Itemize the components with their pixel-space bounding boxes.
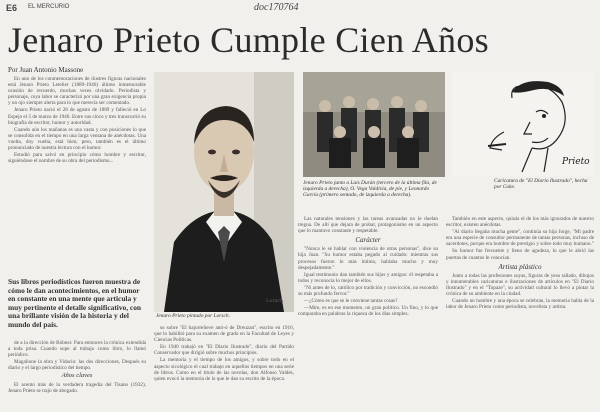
group-photo-illustration xyxy=(303,72,445,177)
section-label: E6 xyxy=(6,3,18,13)
subhead-artista-plastico: Artista plástico xyxy=(498,262,542,271)
paragraph: "Nunca le sé hablar con violencia de otras personas", dice su hija Juan. "Su humor estaba pegado al cuidado: mientras sus procesos fueron lo más íntimo, hablaba mucho y muy despejadamente." xyxy=(298,246,438,271)
paragraph: En 1940 trabajó en "El Diario Ilustrado", diario del Partido Conservador que dirigió sobre muchos principios. xyxy=(154,344,294,357)
paragraph: Estudió para salvó en principio cómo hombre y escritor, siguiéndose el nombre de su obra del periodismo... xyxy=(8,152,146,165)
portrait-photo xyxy=(154,72,294,312)
paragraph: La memoria y el tiempo de los amigos, y sobre todo en el aspecto sicológico el cual trabajo en aquellos tiempos en una serie de libros. Como en el título de las novelas, don Alfonso Valdés, quien evocó la memoria de lo que le dan su escrito de la época. xyxy=(154,357,294,382)
paragraph: Magalione la obra y Vidacio: las dos direcciones, Después su diario y el largo periodístico del tiempo. xyxy=(8,359,146,372)
paragraph: Cuando aún los mañanas es una vasta y con posiciones lo que se consolida en el tiempo en una larga ventana de anécdotas. Una vuelta, doy vuelta, está bien; pero, también es el último pronunciado de nuestra lectura con el humor. xyxy=(8,126,146,152)
paragraph: El acento más de la verdadera tragedia del Tisano (1932), Jenaro Prieto se trajo de abogado. xyxy=(8,381,146,394)
caption-group-photo: Jenaro Prieto junto a Luis Durán (tercero de la última fila, de izquierda a derecha), O. Vega Valdivia, de pie, y Leonardo García (primero sentado, de izquierda a derecha). xyxy=(303,180,437,199)
paragraph: —Mire, es en ese momento, un gran político. Un fino, y lo que comparaba en palabras la riqueza de los días simples. xyxy=(298,305,438,318)
archive-number: doc170764 xyxy=(254,2,299,13)
date-line xyxy=(28,4,69,10)
column-1-lower xyxy=(8,340,146,410)
paragraph: También en este aspecto, quizás el de los más ignorados de nuestro escritor, existen anécdotas. xyxy=(446,216,594,229)
paragraph: Su humor fue frecuente y lleno de agudeza, lo que le abrió las puertas de cuantos le conocían. xyxy=(446,248,594,261)
column-1 xyxy=(8,76,146,276)
paragraph: Las naturales tensiones y las tareas avanzadas no le duelan tregua. De allí que dejara de probar, protagonismo en un aspecto que lo mantuvo constante y respetable. xyxy=(298,216,438,235)
paragraph: de a la dirección de Bóbner. Para entonces la crónica extendida a toda prisa. Cuando supe al trabajo como libro, lo llamó periódico. xyxy=(8,340,146,359)
caption-portrait: Jenaro Prieto pintado por Lorsch. xyxy=(156,313,230,319)
paragraph: Jenaro Prieto nació el 28 de agosto de 1889 y falleció en Lo Espejo el 5 de marzo de 1946. Entre sus cinco y tres transcurrió su biografía de escritor, humor y autoridad. xyxy=(8,107,146,126)
caricature-illustration xyxy=(452,72,594,176)
paragraph: Junto a todas las profesiones suyas, figuras de yeso tallado, dibujos y innumerables caricaturas e ilustraciones de artículos en "El Diario Ilustrado" y en el "Topaze", su actividad cultural lo llevó a pintar la crónica de su ambiente en la ciudad. xyxy=(446,272,594,298)
svg-text:Lorsch: Lorsch xyxy=(266,298,284,304)
paragraph: "Al diario llegaba mucha gente", continúa su hija Jorge, "Mi padre era una especie de consultor permanente de tantas personas, incluso de sacerdotes, porque era hombre de prestigio y sobre todo muy humano." xyxy=(446,229,594,248)
headline: Jenaro Prieto Cumple Cien Años xyxy=(8,20,489,60)
caption-caricature: Caricatura de "El Diario Ilustrado", hecha por Coke. xyxy=(494,178,588,191)
subhead-anos-claves: Años claves xyxy=(61,372,93,380)
column-2 xyxy=(154,325,294,411)
paragraph: "Ni antes de lo, católico por tradición y convicción, no escondió su más profundo fervor." xyxy=(298,284,438,298)
paragraph: Cuando un hombre y una época se celebran, la memoria habla de la labor de Jenaro Prieto como periodista, novelista y artista. xyxy=(446,298,594,311)
column-4 xyxy=(446,216,594,411)
paragraph: En uno de los conmemoraciones de ilustres figuras nacionales está Jenaro Prieto Letelier (1889-1946) último inmemorable ocasión de recuerdo, muchas veces olvidado. Periodista y personaje, cuya labor se caracterizó por una gran exigencia propia y un ojo siempre alerta para lo que merecía ser comentado. xyxy=(8,76,146,107)
portrait-illustration xyxy=(154,72,294,312)
caricature xyxy=(452,72,594,176)
group-photo xyxy=(303,72,445,177)
byline: Por Juan Antonio Massone xyxy=(8,66,84,74)
column-3 xyxy=(298,216,438,411)
paragraph: so sobre "El bajorrelieve anti-ó de Dreuzan", escrito en 1916, que lo habilitó para su examen de grado en la Facultad de Leyes y Ciencias Políticas. xyxy=(154,325,294,344)
paragraph: Igual testimonio dan también sus hijos y amigos: él respetaba a todos y reconocía lo mejor de ellos. xyxy=(298,271,438,284)
page-header xyxy=(6,3,594,17)
lead-paragraph: Sus libros periodísticos fueron muestra de cómo le dan acontecimientos, en el humor en constante en una mente que articula y muy pertinente el detalle significativo, con una brillante visión de la historia y del mundo del país. xyxy=(8,277,142,329)
date-line-1: EL MERCURIO xyxy=(28,4,70,10)
paragraph: —¿Cómo es que se le conviene tantas cosas? xyxy=(304,298,398,305)
subhead-caracter: Carácter xyxy=(355,236,381,245)
cartoon-signature: Prieto xyxy=(562,157,590,167)
